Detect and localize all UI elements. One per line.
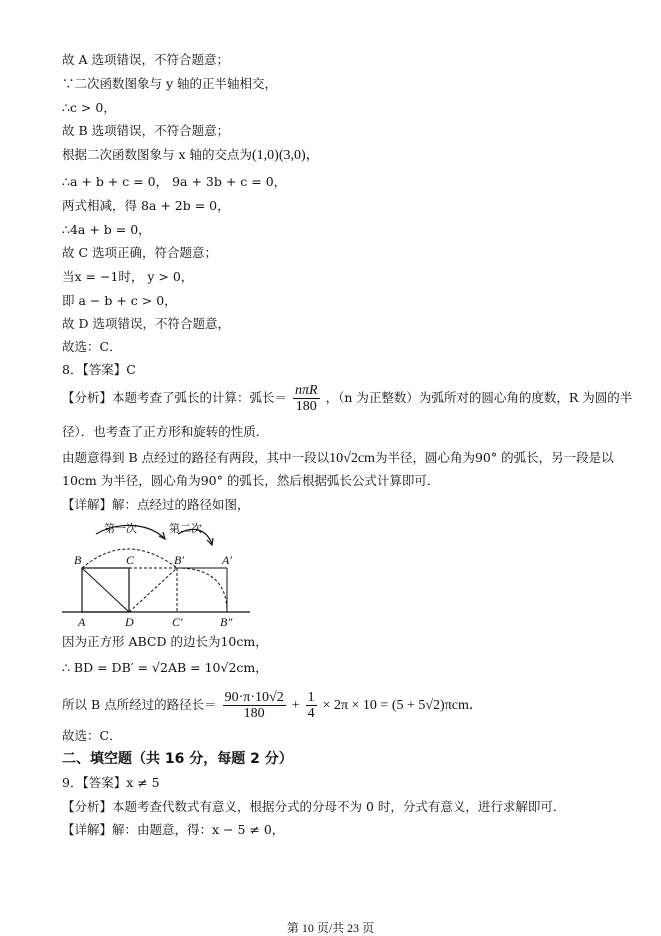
math-expression: × 2π × 10 = (5 + 5√2)πcm． <box>322 698 483 713</box>
text-line: 故 C 选项正确，符合题意； <box>62 245 218 260</box>
fraction-denominator: 180 <box>295 399 317 414</box>
text-part: 根据二次函数图象与 x 轴的交点为 <box>62 147 252 162</box>
label-c: C <box>126 553 135 567</box>
label-d: D <box>125 615 134 629</box>
label-a: A <box>78 615 86 629</box>
fraction-denominator: 180 <box>243 706 265 721</box>
label-a-prime: A′ <box>222 553 232 567</box>
label-c-prime: C′ <box>172 615 183 629</box>
text-line: 故选：C． <box>62 339 122 354</box>
section-heading: 二、填空题（共 16 分，每题 2 分） <box>62 751 293 767</box>
quarter-fraction <box>306 690 317 721</box>
text-part: 为半径，圆心角为90° 的弧长，另一段是以 <box>374 450 614 465</box>
diagonal-bd <box>82 568 129 612</box>
math-line: 两式相减，得 8a + 2b = 0， <box>62 198 230 213</box>
answer-line: 8．【答案】C <box>62 362 136 377</box>
text-line: 故 B 选项错误，不符合题意； <box>62 123 230 138</box>
plus-sign: + <box>291 698 300 713</box>
label-b-prime: B′ <box>174 553 184 567</box>
answer-line: 9．【答案】x ≠ 5 <box>62 775 160 790</box>
second-arc <box>177 568 227 612</box>
analysis-line: 径）．也考查了正方形和旋转的性质． <box>62 424 269 439</box>
detail-line: 【详解】解：由题意，得：x − 5 ≠ 0， <box>62 822 285 837</box>
math-expression: (1,0)(3,0)， <box>252 148 320 163</box>
analysis-line: 【分析】本题考查代数式有意义，根据分式的分母不为 0 时，分式有意义，进行求解即可． <box>62 799 566 814</box>
text-line <box>62 147 320 164</box>
label-b-double-prime: B″ <box>220 615 233 629</box>
page-footer: 第 10 页/共 23 页 <box>286 921 375 935</box>
math-line: 当x = −1时， y > 0， <box>62 269 194 284</box>
text-line: ∵二次函数图象与 y 轴的正半轴相交， <box>62 76 278 91</box>
analysis-line <box>62 383 632 414</box>
rotation-figure <box>62 520 250 632</box>
fraction-denominator: 4 <box>307 706 315 721</box>
text-line <box>62 450 614 467</box>
text-part: 由题意得到 B 点经过的路径有两段，其中一段以 <box>62 450 330 465</box>
text-part: ，（n 为正整数）为弧所对的圆心角的度数，R 为圆的半 <box>325 390 633 405</box>
text-line: 故选：C． <box>62 728 122 743</box>
path-length-line <box>62 690 483 721</box>
fraction-numerator: 90·π·10√2 <box>224 690 284 705</box>
math-expression: 10√2cm <box>329 451 375 466</box>
math-line: ∴a + b + c = 0， 9a + 3b + c = 0， <box>62 174 287 189</box>
first-rotation-label: 第一次 <box>104 522 137 535</box>
fraction-numerator: nπR <box>295 383 318 398</box>
label-b: B <box>74 553 82 567</box>
detail-line: 【详解】解：点经过的路径如图， <box>62 497 250 512</box>
text-line: 因为正方形 ABCD 的边长为10cm， <box>62 634 268 649</box>
math-line: ∴ BD = DB′ = √2AB = 10√2cm， <box>62 660 268 675</box>
second-rotation-label: 第二次 <box>169 522 202 535</box>
math-line: ∴4a + b = 0， <box>62 222 151 237</box>
text-part: 【分析】本题考查了弧长的计算：弧长＝ <box>62 390 288 405</box>
fraction-numerator: 1 <box>307 690 315 705</box>
text-part: 所以 B 点所经过的路径长＝ <box>62 697 217 712</box>
text-line: ∴c > 0， <box>62 100 116 115</box>
math-line: 即 a − b + c > 0， <box>62 293 177 308</box>
path-fraction <box>223 690 286 721</box>
text-line: 故 A 选项错误，不符合题意； <box>62 52 229 67</box>
segment-db-prime <box>129 568 177 612</box>
text-line: 故 D 选项错误，不符合题意， <box>62 316 230 331</box>
text-line: 10cm 为半径，圆心角为90° 的弧长，然后根据弧长公式计算即可． <box>62 473 440 488</box>
arc-length-fraction <box>293 383 320 414</box>
